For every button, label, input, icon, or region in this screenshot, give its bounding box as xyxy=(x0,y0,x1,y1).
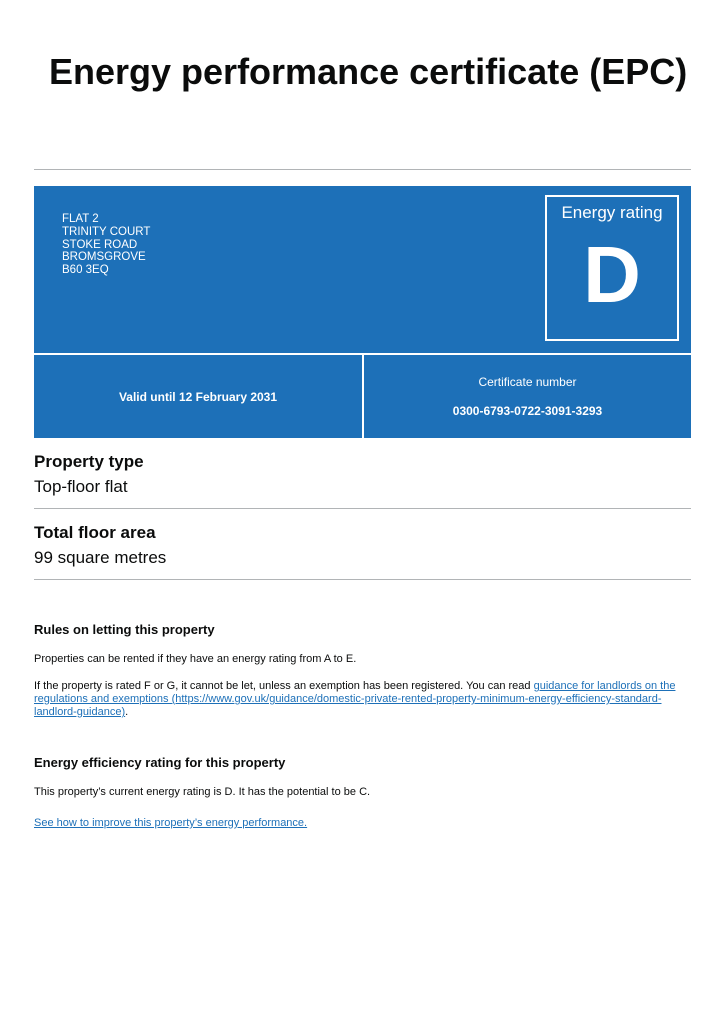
divider xyxy=(34,508,691,509)
letting-rules-heading: Rules on letting this property xyxy=(34,622,215,637)
letting-rules-paragraph: Properties can be rented if they have an energy rating from A to E. xyxy=(34,653,357,665)
certificate-cell xyxy=(364,355,691,438)
address-line: STOKE ROAD xyxy=(62,238,138,251)
paragraph-end: . xyxy=(125,706,129,718)
divider xyxy=(34,169,691,170)
epc-summary-panel xyxy=(34,186,691,353)
validity-cell xyxy=(34,355,362,438)
energy-rating-label: Energy rating xyxy=(561,203,663,222)
energy-rating-letter: D xyxy=(583,230,641,319)
improve-performance-paragraph xyxy=(34,817,694,830)
improve-performance-link[interactable]: See how to improve this property’s energy performance. xyxy=(34,817,308,829)
floor-area-heading: Total floor area xyxy=(34,523,156,542)
address-line: BROMSGROVE xyxy=(62,251,146,264)
page-title: Energy performance certificate (EPC) xyxy=(49,51,688,92)
property-type-heading: Property type xyxy=(34,452,144,471)
address-line: TRINITY COURT xyxy=(62,225,151,238)
energy-rating-box xyxy=(545,195,679,341)
certificate-number: 0300-6793-0722-3091-3293 xyxy=(452,404,603,418)
certificate-number-label: Certificate number xyxy=(478,375,577,389)
address-line: B60 3EQ xyxy=(62,264,109,277)
property-type-value: Top-floor flat xyxy=(34,477,128,496)
address-line: FLAT 2 xyxy=(62,213,99,225)
efficiency-rating-paragraph: This property’s current energy rating is D. It has the potential to be C. xyxy=(34,786,371,798)
epc-details-row xyxy=(34,355,691,438)
efficiency-rating-heading: Energy efficiency rating for this property xyxy=(34,755,286,770)
divider xyxy=(34,579,691,580)
landlord-guidance-link[interactable]: guidance for landlords on the regulations and exemptions (https://www.gov.uk/guidance/domestic-private-rented-property-minimum-energy-efficiency-standard-landlord-guidance) xyxy=(34,680,676,718)
valid-until-text: Valid until 12 February 2031 xyxy=(118,389,278,404)
floor-area-value: 99 square metres xyxy=(34,548,167,567)
property-address xyxy=(62,213,150,277)
letting-exemptions-paragraph xyxy=(34,680,692,719)
paragraph-text: If the property is rated F or G, it cannot be let, unless an exemption has been registered. You can read xyxy=(34,680,534,692)
